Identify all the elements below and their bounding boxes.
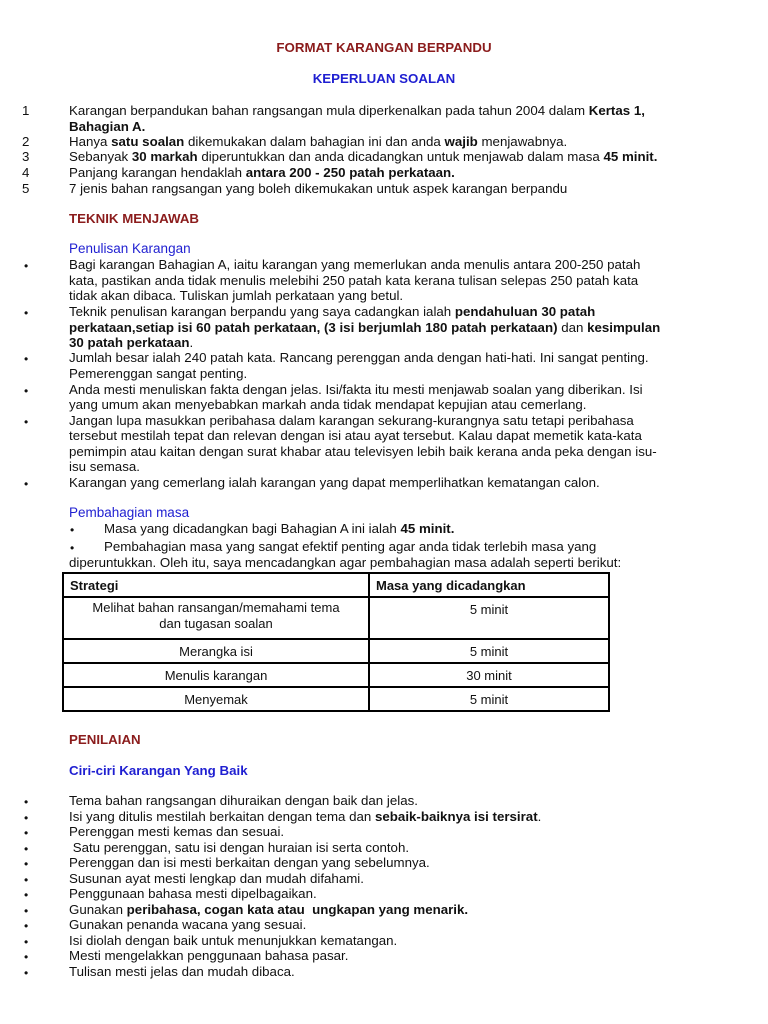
- bullet-icon: •: [24, 795, 29, 809]
- list-item: Penggunaan bahasa mesti dipelbagaikan.: [69, 886, 317, 901]
- table-cell-strategi: Melihat bahan ransangan/memahami tema dan tugasan soalan: [63, 597, 369, 639]
- list-item: Sebanyak 30 markah diperuntukkan dan anda dicadangkan untuk menjawab dalam masa 45 minit.: [69, 149, 658, 164]
- list-item-continuation: pemimpin atau kaitan dengan surat khabar atau televisyen lebih baik kerana anda peka dengan isu-: [69, 444, 657, 459]
- list-item: 7 jenis bahan rangsangan yang boleh dikemukakan untuk aspek karangan berpandu: [69, 181, 568, 196]
- table-row: [63, 687, 609, 711]
- list-item: Gunakan penanda wacana yang sesuai.: [69, 917, 307, 932]
- list-item: Jumlah besar ialah 240 patah kata. Rancang perenggan anda dengan hati-hati. Ini sangat penting.: [69, 350, 649, 365]
- bullet-icon: •: [24, 352, 29, 366]
- table-cell-strategi: Menyemak: [63, 687, 369, 711]
- list-item: Isi yang ditulis mestilah berkaitan dengan tema dan sebaik-baiknya isi tersirat.: [69, 809, 542, 824]
- list-item-continuation: Pemerenggan sangat penting.: [69, 366, 248, 381]
- section-heading-teknik: TEKNIK MENJAWAB: [69, 211, 200, 226]
- table-header-row: [63, 573, 609, 597]
- table-cell-masa: 30 minit: [369, 663, 609, 687]
- bullet-icon: •: [24, 935, 29, 949]
- list-item: Susunan ayat mesti lengkap dan mudah difahami.: [69, 871, 364, 886]
- bullet-icon: •: [24, 811, 29, 825]
- list-item-continuation: tidak akan dibaca. Tuliskan jumlah perkataan yang betul.: [69, 288, 404, 303]
- table-row: [63, 663, 609, 687]
- table-cell-masa: 5 minit: [369, 597, 609, 639]
- table-cell-masa: 5 minit: [369, 639, 609, 663]
- list-item: Karangan berpandukan bahan rangsangan mula diperkenalkan pada tahun 2004 dalam Kertas 1,: [69, 103, 645, 118]
- list-item: Karangan yang cemerlang ialah karangan yang dapat memperlihatkan kematangan calon.: [69, 475, 600, 490]
- bullet-icon: •: [24, 259, 29, 273]
- list-item: Teknik penulisan karangan berpandu yang saya cadangkan ialah pendahuluan 30 patah: [69, 304, 596, 319]
- list-item-continuation: Bahagian A.: [69, 119, 146, 134]
- bullet-icon: •: [24, 384, 29, 398]
- bullet-icon: •: [70, 541, 75, 555]
- subheading-ciri-karangan: Ciri-ciri Karangan Yang Baik: [69, 763, 248, 778]
- table-header-masa: Masa yang dicadangkan: [369, 573, 609, 597]
- list-item: Perenggan mesti kemas dan sesuai.: [69, 824, 285, 839]
- bullet-icon: •: [24, 919, 29, 933]
- bullet-icon: •: [24, 888, 29, 902]
- list-item: Tulisan mesti jelas dan mudah dibaca.: [69, 964, 295, 979]
- list-number: 3: [22, 149, 30, 164]
- bullet-icon: •: [24, 904, 29, 918]
- bullet-icon: •: [24, 966, 29, 980]
- list-number: 2: [22, 134, 30, 149]
- bullet-icon: •: [24, 306, 29, 320]
- list-item-continuation: diperuntukkan. Oleh itu, saya mencadangkan agar pembahagian masa adalah seperti berikut:: [69, 555, 622, 570]
- list-item-continuation: yang umum akan menyebabkan markah anda tidak mendapat kepujian atau cemerlang.: [69, 397, 587, 412]
- list-item-continuation: tersebut mestilah tepat dan relevan dengan isi atau ayat tersebut. Kalau dapat memetik kata-kata: [69, 428, 642, 443]
- list-item: Mesti mengelakkan penggunaan bahasa pasar.: [69, 948, 349, 963]
- document-title: FORMAT KARANGAN BERPANDU: [276, 40, 492, 55]
- list-item: Hanya satu soalan dikemukakan dalam bahagian ini dan anda wajib menjawabnya.: [69, 134, 568, 149]
- bullet-icon: •: [24, 842, 29, 856]
- table-cell-strategi: Merangka isi: [63, 639, 369, 663]
- list-item-continuation: perkataan,setiap isi 60 patah perkataan, (3 isi berjumlah 180 patah perkataan) dan kesimpulan: [69, 320, 661, 335]
- list-item: Perenggan dan isi mesti berkaitan dengan yang sebelumnya.: [69, 855, 430, 870]
- subheading-pembahagian-masa: Pembahagian masa: [69, 505, 190, 520]
- list-item: Masa yang dicadangkan bagi Bahagian A ini ialah 45 minit.: [104, 521, 455, 536]
- bullet-icon: •: [24, 826, 29, 840]
- subtitle-keperluan-soalan: KEPERLUAN SOALAN: [312, 71, 456, 86]
- list-item-continuation: 30 patah perkataan.: [69, 335, 194, 350]
- table-row: [63, 639, 609, 663]
- table-header-strategi: Strategi: [63, 573, 369, 597]
- bullet-icon: •: [24, 477, 29, 491]
- bullet-icon: •: [24, 873, 29, 887]
- list-item: Gunakan peribahasa, cogan kata atau ungkapan yang menarik.: [69, 902, 469, 917]
- list-item: Satu perenggan, satu isi dengan huraian isi serta contoh.: [69, 840, 410, 855]
- list-number: 1: [22, 103, 30, 118]
- table-cell-strategi: Menulis karangan: [63, 663, 369, 687]
- list-number: 5: [22, 181, 30, 196]
- table-cell-masa: 5 minit: [369, 687, 609, 711]
- table-row: [63, 597, 609, 639]
- list-item: Isi diolah dengan baik untuk menunjukkan kematangan.: [69, 933, 398, 948]
- list-item: Tema bahan rangsangan dihuraikan dengan baik dan jelas.: [69, 793, 418, 808]
- list-item-continuation: isu semasa.: [69, 459, 140, 474]
- time-allocation-table: [62, 572, 610, 712]
- subheading-penulisan: Penulisan Karangan: [69, 241, 191, 256]
- bullet-icon: •: [24, 857, 29, 871]
- list-item: Bagi karangan Bahagian A, iaitu karangan yang memerlukan anda menulis antara 200-250 patah: [69, 257, 641, 272]
- list-item: Anda mesti menuliskan fakta dengan jelas. Isi/fakta itu mesti menjawab soalan yang diberikan. Isi: [69, 382, 643, 397]
- section-heading-penilaian: PENILAIAN: [69, 732, 141, 747]
- list-number: 4: [22, 165, 30, 180]
- list-item: Pembahagian masa yang sangat efektif penting agar anda tidak terlebih masa yang: [104, 539, 597, 554]
- bullet-icon: •: [24, 950, 29, 964]
- bullet-icon: •: [24, 415, 29, 429]
- list-item-continuation: kata, pastikan anda tidak menulis melebihi 250 patah kata kerana tulisan selepas 250 patah kata: [69, 273, 639, 288]
- list-item: Jangan lupa masukkan peribahasa dalam karangan sekurang-kurangnya satu tetapi peribahasa: [69, 413, 634, 428]
- bullet-icon: •: [70, 523, 75, 537]
- list-item: Panjang karangan hendaklah antara 200 - 250 patah perkataan.: [69, 165, 455, 180]
